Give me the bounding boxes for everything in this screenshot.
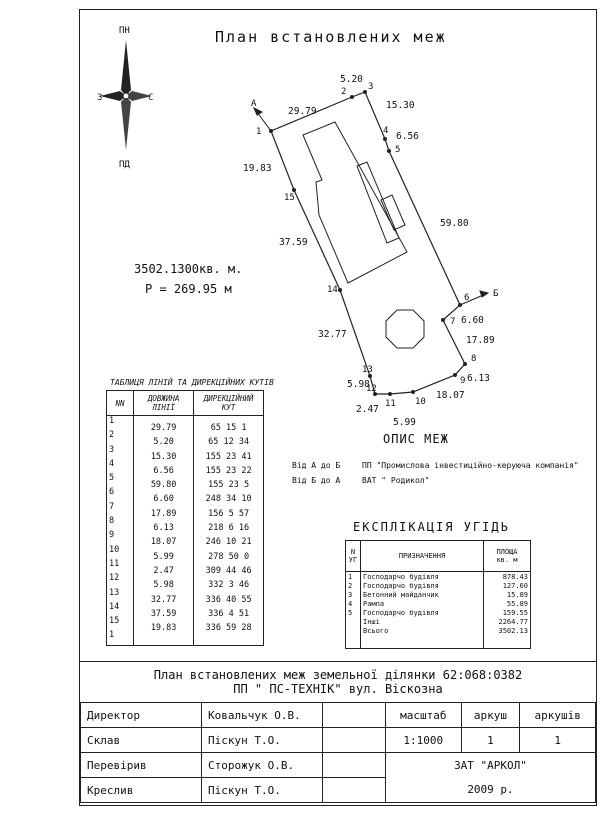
explication-title: ЕКСПЛІКАЦІЯ УГІДЬ [353, 520, 510, 534]
building-octagon [386, 310, 424, 348]
row-angle: 156 5 57 [194, 509, 264, 523]
footer-line-1: План встановлених меж земельної ділянки 62:068:0382 [153, 668, 523, 682]
row-length: 6.13 [134, 523, 194, 537]
row-length: 5.99 [134, 552, 194, 566]
stamp-company: ЗАТ "АРКОЛ" [454, 758, 527, 772]
row-nn: 5 [107, 473, 134, 487]
dimension-1: 29.79 [288, 106, 317, 117]
dimension-9: 18.07 [436, 390, 465, 401]
expl-num: 2 [348, 582, 353, 590]
footer-title [80, 668, 596, 696]
dimension-7: 17.89 [466, 335, 495, 346]
building-inner [357, 162, 399, 243]
row-nn: 8 [107, 516, 134, 530]
explication-table [345, 540, 531, 649]
dimension-6: 6.60 [461, 315, 484, 326]
row-length: 29.79 [134, 423, 194, 438]
vertex-15 [292, 188, 296, 192]
vertex-label-4: 4 [383, 126, 389, 136]
row-angle: 246 10 21 [194, 537, 264, 551]
row-angle: 65 15 1 [194, 423, 264, 438]
row-nn: 14 [107, 602, 134, 616]
description-owner-2: ВАТ " Родикол" [362, 476, 430, 485]
page-title: План встановлених меж [215, 28, 447, 46]
stamp-sheets: 1 [520, 728, 596, 753]
expl-area: 15.89 [506, 591, 528, 599]
dimension-13: 32.77 [318, 329, 347, 340]
vertex-label-9: 9 [460, 376, 466, 386]
row-angle: 155 23 5 [194, 480, 264, 494]
vertex-label-3: 3 [368, 82, 374, 92]
row-angle: 278 50 0 [194, 552, 264, 566]
row-nn: 1 [107, 416, 134, 431]
stamp-name-2: Піскун Т.О. [202, 728, 323, 753]
lines-table-row [107, 416, 264, 431]
stamp-sheets-label: аркушів [520, 703, 596, 728]
expl-nums [346, 572, 361, 649]
row-nn: 10 [107, 545, 134, 559]
row-length: 19.83 [134, 623, 194, 637]
compass-south: ПД [119, 160, 130, 170]
col-length: ДОВЖИНА ЛІНІЇ [134, 391, 194, 416]
row-angle: 332 3 46 [194, 580, 264, 594]
stamp-name-1: Ковальчук О.В. [202, 703, 323, 728]
vertex-label-5: 5 [395, 145, 401, 155]
expl-area: 3502.13 [498, 627, 528, 635]
compass-north: ПН [119, 26, 130, 36]
stamp-name-4: Піскун Т.О. [202, 778, 323, 803]
dimension-12: 5.98 [347, 379, 370, 390]
row-nn: 11 [107, 559, 134, 573]
vertex-6 [458, 303, 462, 307]
expl-num: 4 [348, 600, 353, 608]
row-nn: 13 [107, 588, 134, 602]
vertex-label-10: 10 [415, 397, 426, 407]
row-length: 32.77 [134, 595, 194, 609]
row-angle: 218 6 16 [194, 523, 264, 537]
point-label-b: Б [493, 289, 499, 299]
dimension-5: 59.80 [440, 218, 469, 229]
stamp-scale: 1:1000 [386, 728, 462, 753]
vertex-label-1: 1 [256, 127, 262, 137]
row-angle: 155 23 22 [194, 466, 264, 480]
expl-name: Господарчо будівля [363, 609, 439, 617]
row-angle: 336 40 55 [194, 595, 264, 609]
expl-name: Бетонний майданчик [363, 591, 439, 599]
lines-table-title: ТАБЛИЦЯ ЛІНІЙ ТА ДИРЕКЦІЙНИХ КУТІВ [110, 378, 274, 387]
dimension-14: 37.59 [279, 237, 308, 248]
dimension-10: 5.99 [393, 417, 416, 428]
vertex-label-15: 15 [284, 193, 295, 203]
vertex-9 [453, 373, 457, 377]
row-nn: 2 [107, 430, 134, 444]
expl-area: 878.43 [502, 573, 528, 581]
col-angle: ДИРЕКЦІЙНИЙ КУТ [194, 391, 264, 416]
vertex-14 [338, 288, 342, 292]
vertex-label-6: 6 [464, 293, 470, 303]
row-angle: 309 44 46 [194, 566, 264, 580]
dimension-3: 15.30 [386, 100, 415, 111]
vertex-5 [387, 149, 391, 153]
stamp-role-1: Директор [81, 703, 202, 728]
vertex-label-8: 8 [471, 354, 477, 364]
description-owner-1: ПП "Промислова інвестиційно-керуюча компанія" [362, 461, 579, 470]
lines-table [106, 390, 264, 646]
title-block [80, 702, 596, 803]
vertex-2 [350, 95, 354, 99]
row-nn: 15 [107, 616, 134, 630]
vertex-8 [463, 362, 467, 366]
vertex-label-11: 11 [385, 399, 396, 409]
vertex-1 [269, 129, 273, 133]
vertex-4 [383, 137, 387, 141]
dimension-8: 6.13 [467, 373, 490, 384]
expl-name: Господарчо будівля [363, 582, 439, 590]
perimeter-text: P = 269.95 м [145, 282, 232, 296]
row-length: 5.20 [134, 437, 194, 451]
row-length: 6.56 [134, 466, 194, 480]
row-nn: 9 [107, 530, 134, 544]
expl-num: 3 [348, 591, 353, 599]
row-length: 59.80 [134, 480, 194, 494]
vertex-10 [411, 390, 415, 394]
expl-name: Господарчо будівля [363, 573, 439, 581]
stamp-role-2: Склав [81, 728, 202, 753]
building-main [303, 122, 407, 283]
expl-area: 2264.77 [498, 618, 528, 626]
expl-col-area: ПЛОЩА кв. м [484, 541, 531, 572]
vertex-11 [388, 392, 392, 396]
stamp-year: 2009 р. [467, 782, 514, 796]
point-label-a: А [251, 99, 257, 109]
row-angle: 336 4 51 [194, 609, 264, 623]
row-length: 6.60 [134, 494, 194, 508]
dimension-11: 2.47 [356, 404, 379, 415]
expl-area: 159.55 [502, 609, 528, 617]
description-from-1: Від А до Б [292, 461, 341, 470]
stamp-role-4: Креслив [81, 778, 202, 803]
dimension-4: 6.56 [396, 131, 419, 142]
row-nn: 12 [107, 573, 134, 587]
vertex-3 [363, 90, 367, 94]
expl-col-n: N УГ [346, 541, 361, 572]
expl-names [361, 572, 484, 649]
row-length: 37.59 [134, 609, 194, 623]
row-nn: 1 [107, 630, 134, 645]
compass-rose-icon [100, 40, 152, 150]
row-angle: 336 59 28 [194, 623, 264, 637]
col-nn: NN [107, 391, 134, 416]
expl-areas [484, 572, 531, 649]
row-length: 18.07 [134, 537, 194, 551]
expl-name: Рампа [363, 600, 385, 608]
description-from-2: Від Б до А [292, 476, 341, 485]
stamp-sheet: 1 [461, 728, 520, 753]
row-angle: 248 34 10 [194, 494, 264, 508]
stamp-company-block [386, 753, 596, 803]
vertex-label-12: 12 [366, 384, 377, 394]
expl-area: 55.89 [506, 600, 528, 608]
stamp-name-3: Сторожук О.В. [202, 753, 323, 778]
description-title: ОПИС МЕЖ [383, 432, 449, 446]
expl-area: 127.60 [502, 582, 528, 590]
expl-name: Всього [363, 627, 389, 635]
footer-divider [80, 661, 596, 662]
dimension-2: 5.20 [340, 74, 363, 85]
row-length: 15.30 [134, 452, 194, 466]
vertex-label-2: 2 [341, 87, 347, 97]
row-length: 5.98 [134, 580, 194, 594]
vertex-7 [441, 318, 445, 322]
vertex-label-14: 14 [327, 285, 338, 295]
expl-col-purpose: ПРИЗНАЧЕННЯ [361, 541, 484, 572]
vertex-label-13: 13 [362, 365, 373, 375]
row-nn: 4 [107, 459, 134, 473]
row-nn: 7 [107, 502, 134, 516]
stamp-role-3: Перевірив [81, 753, 202, 778]
row-angle: 155 23 41 [194, 452, 264, 466]
stamp-sheet-label: аркуш [461, 703, 520, 728]
expl-name: Інші [363, 618, 380, 626]
expl-num: 5 [348, 609, 353, 617]
dimension-15: 19.83 [243, 163, 272, 174]
row-length: 17.89 [134, 509, 194, 523]
row-length: 2.47 [134, 566, 194, 580]
compass-east: С [148, 93, 154, 103]
stamp-scale-label: масштаб [386, 703, 462, 728]
expl-num: 1 [348, 573, 353, 581]
compass-west: З [97, 93, 103, 103]
row-nn: 3 [107, 445, 134, 459]
row-angle: 65 12 34 [194, 437, 264, 451]
vertex-label-7: 7 [450, 317, 456, 327]
area-text: 3502.1300кв. м. [134, 262, 243, 276]
footer-line-2: ПП " ПС-ТЕХНІК" вул. Віскозна [233, 682, 443, 696]
row-nn: 6 [107, 487, 134, 501]
